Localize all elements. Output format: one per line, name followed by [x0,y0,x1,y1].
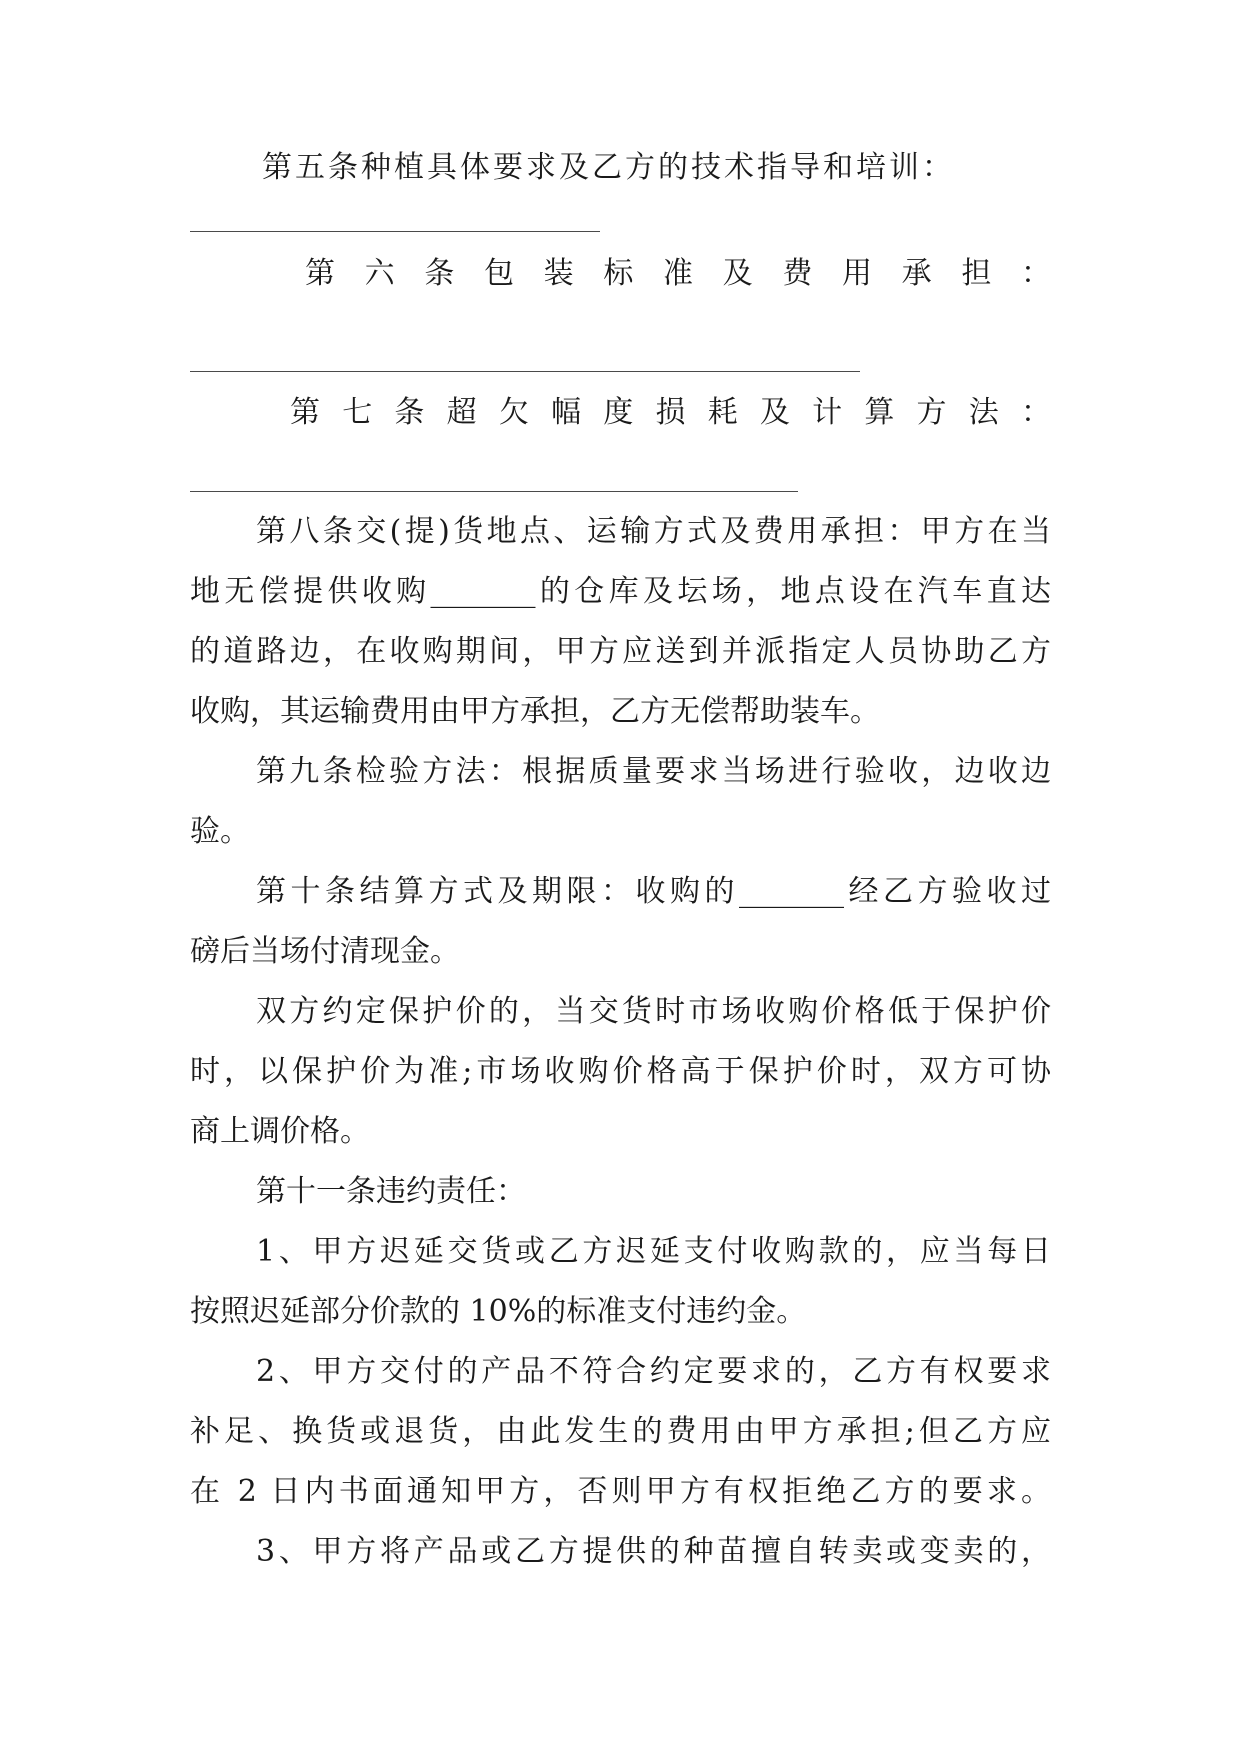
article-11-item-2-line-3: 在 2 日内书面通知甲方，否则甲方有权拒绝乙方的要求。 [190,1474,1051,1509]
article-11-item-1-line-2: 按照迟延部分价款的 10%的标准支付违约金。 [190,1294,807,1329]
blank-line-article-6 [190,371,860,372]
article-8-line-2: 地无偿提供收购_______的仓库及坛场，地点设在汽车直达 [190,574,1051,609]
article-6-heading: 第 六 条 包 装 标 准 及 费 用 承 担 ： [305,256,1051,291]
price-clause-line-2: 时，以保护价为准;市场收购价格高于保护价时，双方可协 [190,1054,1051,1089]
article-10-line-2: 磅后当场付清现金。 [190,934,460,969]
article-11-heading: 第十一条违约责任： [256,1174,526,1209]
article-7-heading: 第 七 条 超 欠 幅 度 损 耗 及 计 算 方 法 ： [290,395,1051,430]
article-11-item-3-line-1: 3、甲方将产品或乙方提供的种苗擅自转卖或变卖的， [256,1534,1051,1569]
article-10-line-1: 第十条结算方式及期限：收购的_______经乙方验收过 [256,874,1051,909]
price-clause-line-1: 双方约定保护价的，当交货时市场收购价格低于保护价 [256,994,1051,1029]
article-11-item-2-line-2: 补足、换货或退货，由此发生的费用由甲方承担;但乙方应 [190,1414,1051,1449]
article-11-item-1-line-1: 1、甲方迟延交货或乙方迟延支付收购款的，应当每日 [256,1234,1051,1269]
article-9-line-2: 验。 [190,814,250,849]
article-8-line-4: 收购，其运输费用由甲方承担，乙方无偿帮助装车。 [190,694,880,729]
article-8-line-3: 的道路边，在收购期间，甲方应送到并派指定人员协助乙方 [190,634,1051,669]
blank-line-article-5 [190,231,600,232]
article-9-line-1: 第九条检验方法：根据质量要求当场进行验收，边收边 [256,754,1051,789]
blank-line-article-7 [190,491,798,492]
article-5-heading: 第五条种植具体要求及乙方的技术指导和培训： [262,150,955,185]
article-8-line-1: 第八条交(提)货地点、运输方式及费用承担：甲方在当 [256,514,1051,549]
price-clause-line-3: 商上调价格。 [190,1114,370,1149]
article-11-item-2-line-1: 2、甲方交付的产品不符合约定要求的，乙方有权要求 [256,1354,1051,1389]
